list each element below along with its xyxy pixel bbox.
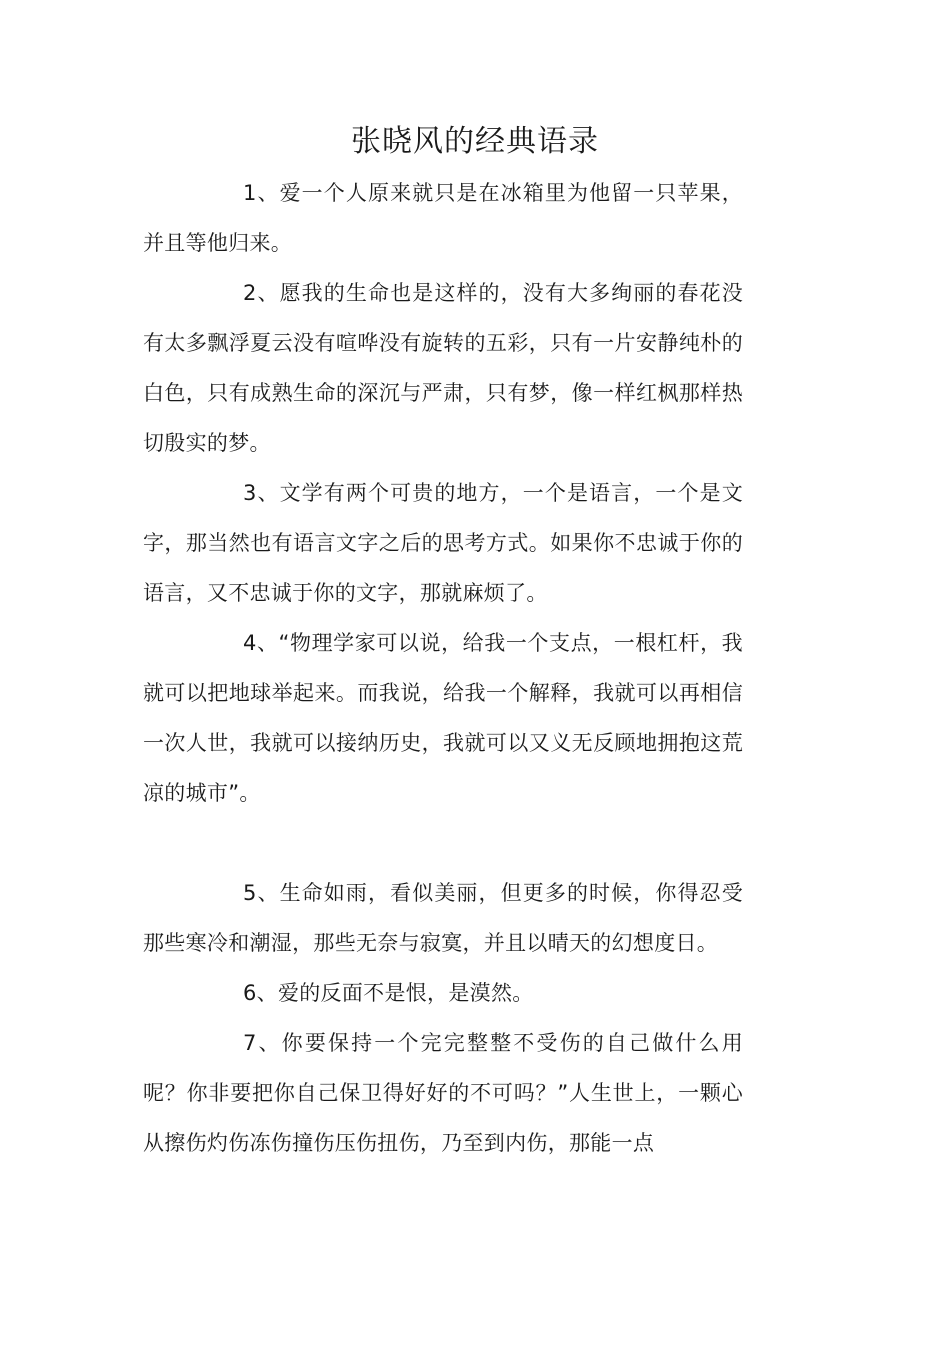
quote-paragraph-3: 3、文学有两个可贵的地方，一个是语言，一个是文字，那当然也有语言文字之后的思考方式。如果你不忠诚于你的语言，又不忠诚于你的文字，那就麻烦了。 bbox=[143, 481, 743, 605]
quote-paragraph-5: 5、生命如雨，看似美丽，但更多的时候，你得忍受那些寒冷和潮湿，那些无奈与寂寞，并且以晴天的幻想度日。 bbox=[143, 881, 743, 955]
quote-paragraph-7: 7、你要保持一个完完整整不受伤的自己做什么用呢？你非要把你自己保卫得好好的不可吗？”人生世上，一颗心从擦伤灼伤冻伤撞伤压伤扭伤，乃至到内伤，那能一点 bbox=[143, 1031, 743, 1155]
quote-paragraph-2: 2、愿我的生命也是这样的，没有大多绚丽的春花没有太多飘浮夏云没有喧哗没有旋转的五彩，只有一片安静纯朴的白色，只有成熟生命的深沉与严肃，只有梦，像一样红枫那样热切殷实的梦。 bbox=[143, 281, 743, 455]
document-body bbox=[143, 168, 743, 1168]
document-title: 张晓风的经典语录 bbox=[351, 124, 599, 159]
quote-paragraph-6: 6、爱的反面不是恨，是漠然。 bbox=[243, 981, 534, 1005]
quote-paragraph-1: 1、爱一个人原来就只是在冰箱里为他留一只苹果，并且等他归来。 bbox=[143, 181, 743, 255]
quote-paragraph-4: 4、“物理学家可以说，给我一个支点，一根杠杆，我就可以把地球举起来。而我说，给我一个解释，我就可以再相信一次人世，我就可以接纳历史，我就可以又义无反顾地拥抱这荒凉的城市”。 bbox=[143, 631, 743, 805]
paragraph-spacer bbox=[143, 818, 743, 868]
